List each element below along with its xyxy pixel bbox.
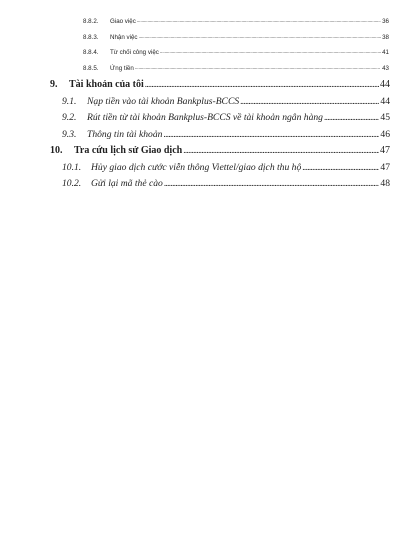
toc-entry-9-2[interactable]: [62, 111, 390, 124]
toc-leader-dots: [302, 161, 379, 174]
toc-entry-number: 9.1.: [62, 96, 77, 107]
toc-entry-9-3[interactable]: [62, 128, 390, 141]
toc-entry-title: Rút tiền từ tài khoản Bankplus-BCCS về tài khoản ngân hàng: [87, 112, 323, 123]
toc-entry-number: 9.3.: [62, 129, 77, 140]
toc-entry-page: 43: [382, 65, 389, 72]
toc-entry-page: 47: [380, 145, 390, 156]
toc-entry-8-8-5[interactable]: [83, 64, 389, 73]
toc-entry-8-8-4[interactable]: [83, 48, 389, 57]
toc-entry-10-2[interactable]: [62, 177, 390, 190]
toc-entry-number: 8.8.4.: [83, 49, 99, 56]
toc-entry-number: 9.2.: [62, 112, 77, 123]
toc-entry-page: 41: [382, 49, 389, 56]
toc-entry-10[interactable]: [50, 144, 390, 157]
toc-entry-title: Thông tin tài khoản: [87, 129, 163, 140]
toc-entry-page: 38: [382, 34, 389, 41]
toc-leader-dots: [135, 64, 381, 73]
toc-entry-title: Hủy giao dịch cước viễn thông Viettel/giao dịch thu hộ: [91, 162, 302, 173]
toc-entry-title: Tài khoản của tôi: [69, 79, 144, 90]
toc-entry-10-1[interactable]: [62, 161, 390, 174]
toc-entry-number: 8.8.2.: [83, 18, 99, 25]
toc-entry-title: Từ chối công việc: [110, 49, 159, 56]
toc-leader-dots: [324, 111, 379, 124]
toc-leader-dots: [164, 177, 380, 190]
toc-entry-9-1[interactable]: [62, 95, 390, 108]
toc-entry-title: Giao việc: [110, 18, 136, 25]
toc-leader-dots: [139, 33, 382, 42]
toc-entry-8-8-3[interactable]: [83, 33, 389, 42]
toc-entry-8-8-2[interactable]: [83, 17, 389, 26]
toc-entry-page: 45: [380, 112, 390, 123]
toc-entry-number: 10.2.: [62, 178, 82, 189]
toc-leader-dots: [163, 128, 379, 141]
toc-leader-dots: [137, 17, 381, 26]
toc-entry-page: 44: [380, 96, 390, 107]
toc-entry-page: 48: [380, 178, 390, 189]
toc-entry-title: Nhận việc: [110, 34, 138, 41]
toc-entry-page: 47: [380, 162, 390, 173]
toc-leader-dots: [183, 144, 379, 157]
toc-leader-dots: [145, 78, 379, 91]
toc-entry-title: Gửi lại mã thẻ cào: [91, 178, 163, 189]
toc-entry-title: Ứng tiền: [110, 65, 134, 72]
toc-entry-title: Nạp tiền vào tài khoản Bankplus-BCCS: [87, 96, 240, 107]
toc-entry-title: Tra cứu lịch sử Giao dịch: [74, 145, 183, 156]
toc-entry-page: 46: [380, 129, 390, 140]
toc-entry-number: 8.8.5.: [83, 65, 99, 72]
toc-entry-9[interactable]: [50, 78, 390, 91]
toc-entry-page: 36: [382, 18, 389, 25]
toc-entry-number: 8.8.3.: [83, 34, 99, 41]
toc-leader-dots: [240, 95, 379, 108]
toc-entry-number: 9.: [50, 79, 58, 90]
toc-entry-page: 44: [380, 79, 390, 90]
toc-entry-number: 10.: [50, 145, 63, 156]
toc-entry-number: 10.1.: [62, 162, 82, 173]
toc-leader-dots: [160, 48, 381, 57]
